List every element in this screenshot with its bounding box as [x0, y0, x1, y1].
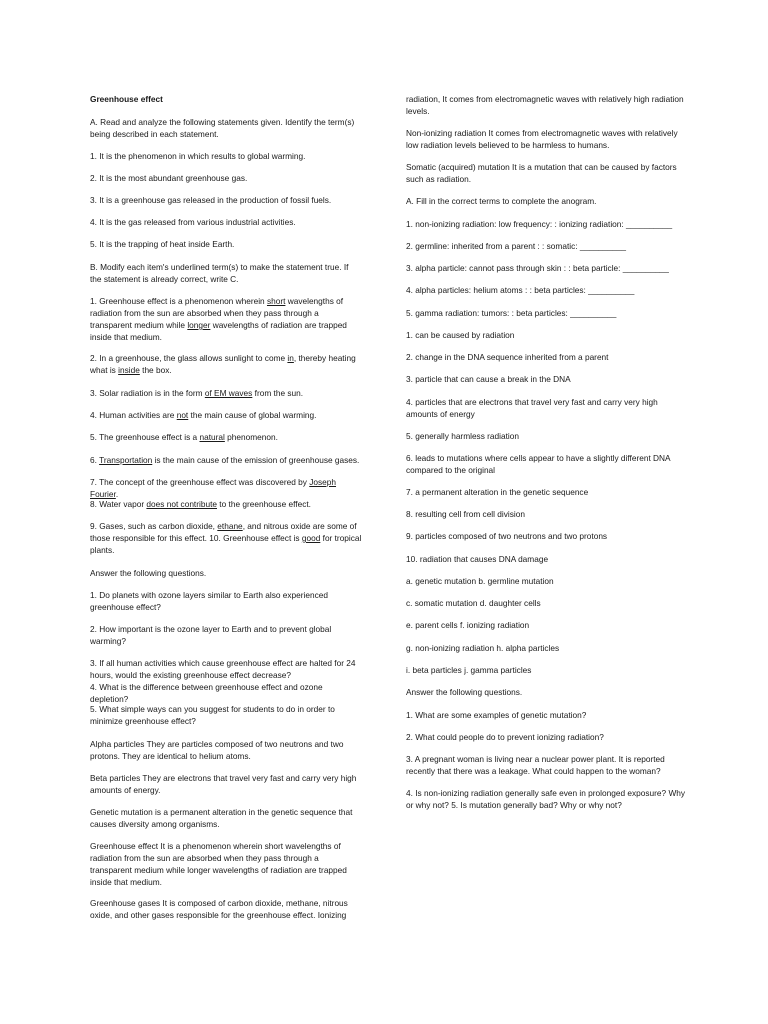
- choice-row: g. non-ionizing radiation h. alpha particles: [406, 643, 560, 653]
- section-b-item-5: 5. The greenhouse effect is a natural phenomenon.: [90, 432, 278, 442]
- questions-heading: Answer the following questions.: [406, 687, 523, 697]
- underlined-term: ethane: [217, 521, 243, 531]
- clue-item: 2. change in the DNA sequence inherited from a parent: [406, 352, 609, 362]
- section-a-item-2: 2. It is the most abundant greenhouse gas.: [90, 173, 248, 183]
- section-b-item-1: 1. Greenhouse effect is a phenomenon wherein short wavelengths of radiation from the sun are absorbed when they pass through a transparent medium while longer wavelengths of radiation are trapped inside that medium.: [90, 296, 347, 342]
- underlined-term: does not contribute: [146, 499, 217, 509]
- question-5: 5. What simple ways can you suggest for students to do in order to minimize greenhouse effect?: [90, 704, 335, 726]
- question-item: 3. A pregnant woman is living near a nuclear power plant. It is reported recently that there was a leakage. What could happen to the woman?: [406, 754, 665, 776]
- underlined-term: short: [266, 296, 286, 306]
- underlined-term: Transportation: [99, 455, 153, 465]
- underlined-term: inside: [118, 365, 140, 375]
- question-3: 3. If all human activities which cause greenhouse effect are halted for 24 hours, would the existing greenhouse effect decrease?: [90, 658, 356, 680]
- definition-somatic-mutation: Somatic (acquired) mutation It is a mutation that can be caused by factors such as radiation.: [406, 162, 677, 184]
- anagram-item: 1. non-ionizing radiation: low frequency: : ionizing radiation: __________: [406, 219, 673, 229]
- clue-item: 5. generally harmless radiation: [406, 431, 519, 441]
- anagram-item: 2. germline: inherited from a parent : : somatic: __________: [406, 241, 626, 251]
- section-a-item-1: 1. It is the phenomenon in which results to global warming.: [90, 151, 306, 161]
- question-item: 1. What are some examples of genetic mutation?: [406, 710, 587, 720]
- question-item: 2. What could people do to prevent ionizing radiation?: [406, 732, 604, 742]
- anagram-item: 5. gamma radiation: tumors: : beta particles: __________: [406, 308, 617, 318]
- underlined-term: good: [301, 533, 321, 543]
- definition-ionizing-radiation: radiation, It comes from electromagnetic waves with relatively high radiation levels.: [406, 94, 684, 116]
- clue-item: 8. resulting cell from cell division: [406, 509, 525, 519]
- question-4: 4. What is the difference between greenhouse effect and ozone depletion?: [90, 682, 323, 704]
- clue-item: 4. particles that are electrons that travel very fast and carry very high amounts of energy: [406, 397, 658, 419]
- anagram-instruction: A. Fill in the correct terms to complete the anogram.: [406, 196, 597, 206]
- question-1: 1. Do planets with ozone layers similar to Earth also experienced greenhouse effect?: [90, 590, 328, 612]
- section-a-item-3: 3. It is a greenhouse gas released in the production of fossil fuels.: [90, 195, 332, 205]
- definition-genetic-mutation: Genetic mutation is a permanent alteration in the genetic sequence that causes diversity among organisms.: [90, 807, 353, 829]
- clue-item: 6. leads to mutations where cells appear to have a slightly different DNA compared to the original: [406, 453, 671, 475]
- underlined-term: natural: [199, 432, 225, 442]
- underlined-term: Joseph Fourier: [90, 477, 337, 499]
- section-b-item-6: 6. Transportation is the main cause of the emission of greenhouse gases.: [90, 455, 360, 465]
- underlined-term: longer: [187, 320, 211, 330]
- choice-row: a. genetic mutation b. germline mutation: [406, 576, 554, 586]
- definition-greenhouse-gases: Greenhouse gases It is composed of carbon dioxide, methane, nitrous oxide, and other gases responsible for the greenhouse effect. Ionizing: [90, 898, 348, 920]
- document-title: Greenhouse effect: [90, 94, 163, 104]
- choice-row: i. beta particles j. gamma particles: [406, 665, 532, 675]
- section-b-item-8: 8. Water vapor does not contribute to the greenhouse effect.: [90, 499, 311, 509]
- clue-item: 10. radiation that causes DNA damage: [406, 554, 549, 564]
- section-b-item-4: 4. Human activities are not the main cause of global warming.: [90, 410, 317, 420]
- section-b-instruction: B. Modify each item's underlined term(s) to make the statement true. If the statement is already correct, write C.: [90, 262, 349, 284]
- section-a-instruction: A. Read and analyze the following statements given. Identify the term(s) being described in each statement.: [90, 117, 355, 139]
- underlined-term: of EM waves: [204, 388, 253, 398]
- underlined-term: not: [176, 410, 189, 420]
- question-item: 4. Is non-ionizing radiation generally safe even in prolonged exposure? Why or why not? 5. Is mutation generally bad? Why or why not?: [406, 788, 686, 810]
- definition-greenhouse-effect: Greenhouse effect It is a phenomenon wherein short wavelengths of radiation from the sun are absorbed when they pass through a transparent medium while longer wavelengths of radiation are trapped inside that medium.: [90, 841, 347, 887]
- underlined-term: in: [287, 353, 294, 363]
- questions-heading: Answer the following questions.: [90, 568, 207, 578]
- section-b-item-2: 2. In a greenhouse, the glass allows sunlight to come in, thereby heating what is inside the box.: [90, 353, 356, 375]
- clue-item: 9. particles composed of two neutrons and two protons: [406, 531, 608, 541]
- section-a-item-5: 5. It is the trapping of heat inside Earth.: [90, 239, 235, 249]
- anagram-item: 3. alpha particle: cannot pass through skin : : beta particle: __________: [406, 263, 669, 273]
- clue-item: 7. a permanent alteration in the genetic sequence: [406, 487, 589, 497]
- clue-item: 1. can be caused by radiation: [406, 330, 515, 340]
- question-2: 2. How important is the ozone layer to Earth and to prevent global warming?: [90, 624, 332, 646]
- clue-item: 3. particle that can cause a break in the DNA: [406, 374, 571, 384]
- choice-row: c. somatic mutation d. daughter cells: [406, 598, 541, 608]
- definition-non-ionizing-radiation: Non-ionizing radiation It comes from electromagnetic waves with relatively low radiation levels believed to be harmless to humans.: [406, 128, 678, 150]
- choice-row: e. parent cells f. ionizing radiation: [406, 620, 530, 630]
- section-b-item-3: 3. Solar radiation is in the form of EM waves from the sun.: [90, 388, 304, 398]
- definition-beta-particles: Beta particles They are electrons that travel very fast and carry very high amounts of energy.: [90, 773, 357, 795]
- section-b-item-7: 7. The concept of the greenhouse effect was discovered by Joseph Fourier.: [90, 477, 337, 499]
- definition-alpha-particles: Alpha particles They are particles composed of two neutrons and two protons. They are identical to helium atoms.: [90, 739, 344, 761]
- section-a-item-4: 4. It is the gas released from various industrial activities.: [90, 217, 296, 227]
- section-b-item-9: 9. Gases, such as carbon dioxide, ethane, and nitrous oxide are some of those responsible for this effect. 10. Greenhouse effect is good for tropical plants.: [90, 521, 362, 555]
- anagram-item: 4. alpha particles: helium atoms : : beta particles: __________: [406, 285, 635, 295]
